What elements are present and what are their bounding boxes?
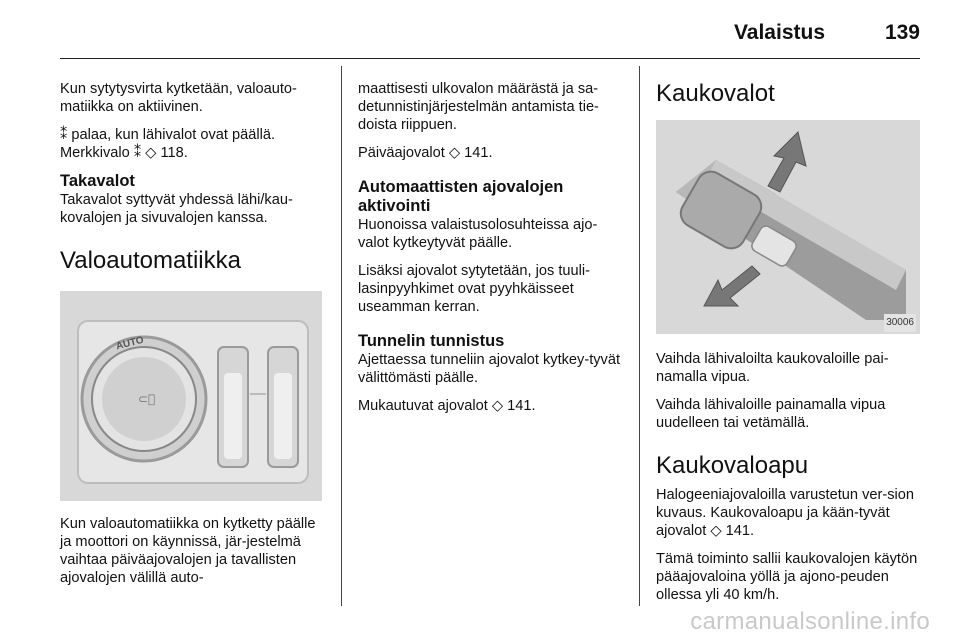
heading-takavalot: Takavalot <box>60 172 135 190</box>
heading-tunnelin: Tunnelin tunnistus <box>358 332 505 350</box>
page-ref-icon: ◇ <box>145 145 157 161</box>
column-1 <box>60 80 324 597</box>
watermark[interactable]: carmanualsonline.info <box>690 608 930 635</box>
column-divider-1 <box>341 66 342 606</box>
paragraph: Tämä toiminto sallii kaukovalojen käytön pääajovaloina yöllä ja ajono-peuden ollessa yli 40 km/h. <box>656 551 918 603</box>
page-number: 139 <box>884 21 920 44</box>
page-ref[interactable]: 141. <box>725 523 755 539</box>
paragraph: Vaihda lähivaloille painamalla vipua uudelleen tai vetämällä. <box>656 397 886 431</box>
paragraph: Vaihda lähivaloilta kaukovaloille pai-namalla vipua. <box>656 351 889 385</box>
header-rule <box>60 58 920 59</box>
paragraph: Halogeeniajovaloilla varustetun ver-sion kuvaus. Kaukovaloapu ja kään-tyvät ajovalot ◇ 141. <box>656 487 914 539</box>
image-number: 30006 <box>884 314 916 332</box>
paragraph: Kun sytytysvirta kytketään, valoauto-matiikka on aktiivinen. <box>60 81 297 115</box>
page-ref-icon: ◇ <box>448 145 461 161</box>
page-ref[interactable]: 118. <box>160 145 188 161</box>
page-ref[interactable]: 141. <box>507 398 536 414</box>
auto-label: AUTO <box>114 334 145 353</box>
paragraph: Takavalot syttyvät yhdessä lähi/kau-kovalojen ja sivuvalojen kanssa. <box>60 192 293 226</box>
heading-automaattisten: Automaattisten ajovalojen aktivointi <box>358 178 564 215</box>
paragraph: Lisäksi ajovalot sytytetään, jos tuuli-lasinpyyhkimet ovat pyyhkäisseet useamman kerran. <box>358 263 590 315</box>
page-ref-icon: ◇ <box>491 398 504 414</box>
page-header <box>60 0 920 60</box>
svg-text:⊂⃥: ⊂⃥ <box>138 392 156 406</box>
paragraph: Ajettaessa tunneliin ajovalot kytkey-tyvät välittömästi päälle. <box>358 352 621 386</box>
page-ref[interactable]: 141. <box>464 145 493 161</box>
light-indicator-icon: ⁑ <box>60 127 68 143</box>
heading-kaukovalot: Kaukovalot <box>656 80 775 107</box>
paragraph: Kun valoautomatiikka on kytketty päälle ja moottori on käynnissä, jär-jestelmä vaihtaa päiväajovalojen ja tavallisten ajovalojen välillä auto- <box>60 516 316 586</box>
light-switch-image <box>60 291 322 501</box>
paragraph: maattisesti ulkovalon määrästä ja sa-detunnistinjärjestelmän antamista tie-doista riippuen. <box>358 81 599 133</box>
heading-valoautomatiikka: Valoautomatiikka <box>60 247 241 274</box>
paragraph: Mukautuvat ajovalot ◇ 141. <box>358 398 536 414</box>
page-title: Valaistus <box>733 21 825 44</box>
column-divider-2 <box>639 66 640 606</box>
page-ref-icon: ◇ <box>710 523 722 539</box>
column-2 <box>358 80 624 425</box>
light-indicator-icon: ⁑ <box>133 145 142 161</box>
paragraph: Päiväajovalot ◇ 141. <box>358 145 493 161</box>
paragraph: ⁑ palaa, kun lähivalot ovat päällä. Merkkivalo ⁑ ◇ 118. <box>60 127 276 161</box>
stalk-image <box>656 120 920 334</box>
paragraph: Huonoissa valaistusolosuhteissa ajo-valot kytkeytyvät päälle. <box>358 217 598 251</box>
column-3 <box>656 80 920 614</box>
heading-kaukovaloapu: Kaukovaloapu <box>656 452 809 479</box>
